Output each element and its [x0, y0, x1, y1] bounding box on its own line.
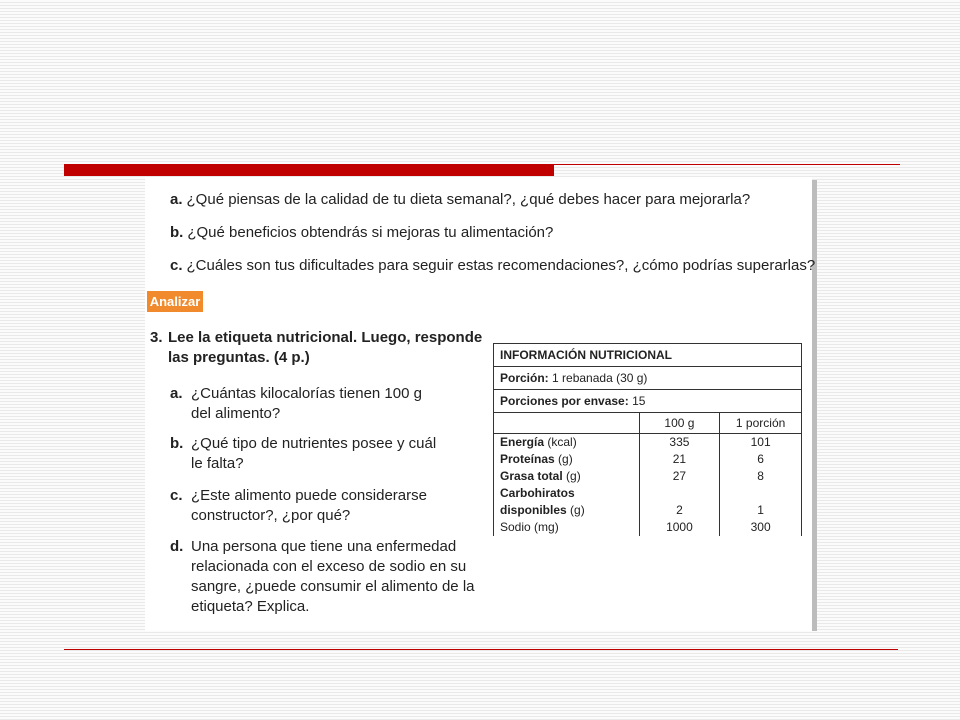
nutrient-fat: Grasa total (g) [500, 469, 581, 483]
task-instructions: Lee la etiqueta nutricional. Luego, responde las preguntas. (4 p.) [168, 329, 483, 366]
column-header-empty [494, 413, 640, 434]
value-carbs-100g: 2 [676, 503, 683, 517]
worksheet-edge [812, 180, 817, 631]
value-energy-100g: 335 [669, 435, 690, 449]
portion-row: Porción: 1 rebanada (30 g) [494, 367, 802, 390]
values-100g [639, 434, 720, 537]
value-carbs-portion: 1 [757, 503, 764, 517]
column-header-portion: 1 porción [720, 413, 802, 434]
servings-row: Porciones por envase: 15 [494, 390, 802, 413]
nutrition-label-table [493, 343, 802, 536]
value-fat-portion: 8 [757, 469, 764, 483]
nutrient-protein: Proteínas (g) [500, 452, 573, 466]
value-fat-100g: 27 [672, 469, 687, 483]
nutrient-energy: Energía (kcal) [500, 435, 577, 449]
column-header-100g: 100 g [639, 413, 720, 434]
question-b: b. ¿Qué beneficios obtendrás si mejoras tu alimentación? [170, 224, 554, 241]
analizar-badge: Analizar [147, 291, 203, 312]
values-portion [720, 434, 802, 537]
task-number: 3. [150, 329, 163, 346]
value-energy-portion: 101 [750, 435, 771, 449]
slide-accent-line-bottom [64, 649, 898, 650]
value-sodium-portion: 300 [750, 520, 771, 534]
nutrient-sodium: Sodio (mg) [500, 520, 559, 534]
nutrient-carbs-line1: Carbohiratos [500, 486, 575, 500]
value-sodium-100g: 1000 [666, 520, 693, 534]
nutrient-carbs-line2: disponibles (g) [500, 503, 585, 517]
question-a: a. ¿Qué piensas de la calidad de tu dieta semanal?, ¿qué debes hacer para mejorarla? [170, 191, 751, 208]
nutrient-names [494, 434, 640, 537]
slide-accent-bar [64, 164, 554, 176]
value-protein-100g: 21 [672, 452, 687, 466]
nutrition-title: INFORMACIÓN NUTRICIONAL [494, 344, 802, 367]
question-c: c. ¿Cuáles son tus dificultades para seguir estas recomendaciones?, ¿cómo podrías superarlas? [170, 257, 816, 274]
value-protein-portion: 6 [757, 452, 764, 466]
slide-accent-line-top [554, 164, 900, 165]
